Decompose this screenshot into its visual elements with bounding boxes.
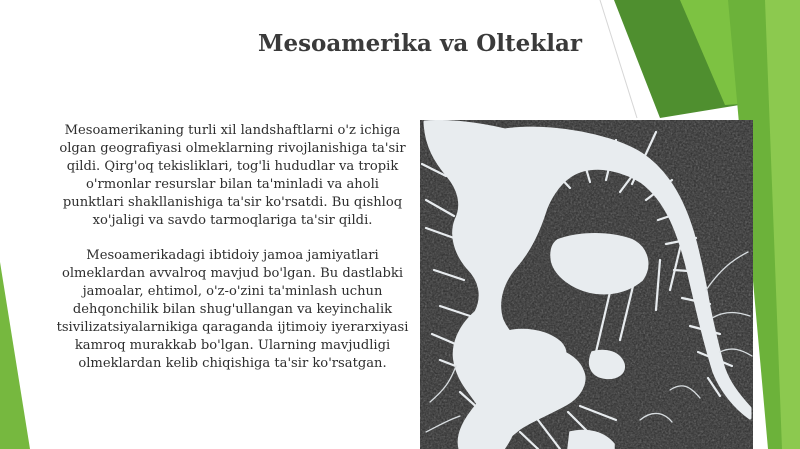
paragraph-early-communities: Mesoamerikadagi ibtidoiy jamoa jamiyatlari olmeklardan avvalroq mavjud bo'lgan. Bu dastlabki jamoalar, ehtimol, o'z-o'zini ta'minlash uchun dehqonchilik bilan shug'ullangan va keyinchalik tsivilizatsiyalarnikiga qaraganda ijtimoiy iyerarxiyasi kamroq murakkab bo'lgan. Ularning mavjudligi olmeklardan kelib chiqishiga ta'sir ko'rsatgan.: [56, 248, 409, 371]
slide-title: Mesoamerika va Olteklar: [258, 30, 582, 57]
satellite-lake-photo: [420, 120, 753, 449]
left-edge-accent: [0, 262, 30, 449]
body-text: [55, 122, 410, 373]
paragraph-geography: Mesoamerikaning turli xil landshaftlarni o'z ichiga olgan geografiyasi olmeklarning rivojlanishiga ta'sir qildi. Qirg'oq tekisliklari, tog'li hududlar va tropik o'rmonlar resurslar bilan ta'minladi va aholi punktlari shakllanishiga ta'sir ko'rsatdi. Bu qishloq xo'jaligi va savdo tarmoqlariga ta'sir qildi.: [59, 123, 406, 228]
